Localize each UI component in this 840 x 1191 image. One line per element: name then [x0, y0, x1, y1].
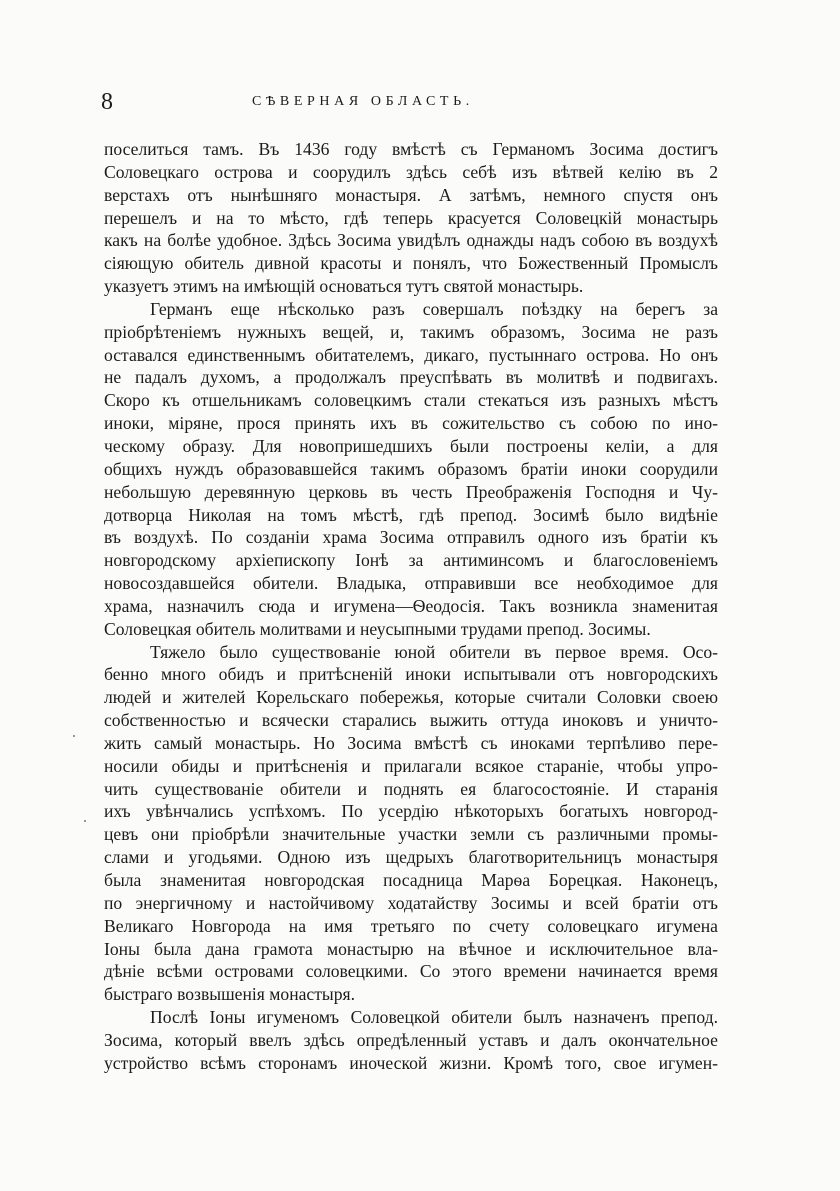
- text-line: пріобрѣтеніемъ нужныхъ вещей, и, такимъ образомъ, Зосима не разъ: [104, 321, 718, 342]
- text-line: жить самый монастырь. Но Зосима вмѣстѣ съ иноками терпѣливо пере-: [104, 732, 718, 753]
- text-line: оставался единственнымъ обитателемъ, дикаго, пустыннаго острова. Но онъ: [104, 344, 718, 365]
- text-line: иноки, міряне, прося принять ихъ въ сожительство съ собою по ино-: [104, 413, 718, 434]
- text-line: Соловецкаго острова и соорудилъ здѣсь себѣ изъ вѣтвей келію въ 2: [104, 161, 718, 182]
- text-line: верстахъ отъ нынѣшняго монастыря. А затѣмъ, немного спустя онъ: [104, 184, 718, 205]
- text-line: была знаменитая новгородская посадница Марѳа Борецкая. Наконецъ,: [104, 870, 718, 890]
- text-line: Соловецкая обитель молитвами и неусыпными трудами препод. Зосимы.: [104, 618, 651, 639]
- text-line: дотворца Николая на томъ мѣстѣ, гдѣ препод. Зосимѣ было видѣніе: [104, 504, 718, 525]
- text-line: носили обиды и притѣсненія и прилагали всякое стараніе, чтобы упро-: [104, 755, 718, 776]
- text-line: людей и жителей Корельскаго побережья, которые считали Соловки своею: [104, 687, 718, 708]
- text-line: храма, назначилъ сюда и игумена—Ѳеодосія. Такъ возникла знаменитая: [104, 595, 718, 616]
- text-line: собственностью и всячески старались выжить оттуда иноковъ и уничто-: [104, 710, 718, 731]
- text-line: указуетъ этимъ на имѣющій основаться тутъ святой монастырь.: [104, 276, 584, 297]
- text-line: по энергичному и настойчивому ходатайству Зосимы и всей братіи отъ: [104, 892, 718, 913]
- text-line: бенно много обидъ и притѣсненій иноки испытывали отъ новгородскихъ: [104, 664, 718, 685]
- text-line: чить существованіе обители и поднять ея благосостояніе. И старанія: [104, 778, 718, 799]
- text-line: быстраго возвышенія монастыря.: [104, 984, 356, 1005]
- text-line: небольшую деревянную церковь въ честь Преображенія Господня и Чу-: [104, 481, 718, 502]
- scan-speck: [84, 820, 86, 822]
- scan-speck: [73, 735, 75, 737]
- text-line: не падалъ духомъ, а продолжалъ преуспѣвать въ молитвѣ и подвигахъ.: [104, 367, 718, 388]
- body-text: [104, 138, 718, 1075]
- text-line: перешелъ и на то мѣсто, гдѣ теперь красуется Соловецкій монастырь: [104, 207, 718, 228]
- text-line: Великаго Новгорода на имя третьяго по счету соловецкаго игумена: [104, 915, 718, 936]
- text-line: Тяжело было существованіе юной обители въ первое время. Осо-: [150, 641, 718, 662]
- text-line: сіяющую обитель дивной красоты и понялъ, что Божественный Промыслъ: [104, 253, 718, 274]
- text-line: общихъ нуждъ образовавшейся такимъ образомъ братіи иноки соорудили: [104, 458, 718, 479]
- text-line: новосоздавшейся обители. Владыка, отправивши все необходимое для: [104, 573, 718, 594]
- text-line: слами и угодьями. Одною изъ щедрыхъ благотворительницъ монастыря: [104, 847, 718, 868]
- text-line: новгородскому архіепископу Іонѣ за антиминсомъ и благословеніемъ: [104, 550, 718, 571]
- text-line: устройство всѣмъ сторонамъ иноческой жизни. Кромѣ того, свое игумен-: [104, 1052, 718, 1073]
- text-line: Скоро къ отшельникамъ соловецкимъ стали стекаться изъ разныхъ мѣстъ: [104, 390, 718, 411]
- running-title: СѢВЕРНАЯ ОБЛАСТЬ.: [252, 94, 474, 109]
- text-line: Іоны была дана грамота монастырю на вѣчное и исключительное вла-: [104, 938, 718, 959]
- text-line: Послѣ Іоны игуменомъ Соловецкой обители былъ назначенъ препод.: [150, 1007, 718, 1028]
- text-line: ческому образу. Для новопришедшихъ были построены келіи, а для: [104, 435, 718, 456]
- text-line: какъ на болѣе удобное. Здѣсь Зосима увидѣлъ однажды надъ собою въ воздухѣ: [104, 230, 718, 251]
- text-line: Зосима, который ввелъ здѣсь опредѣленный уставъ и далъ окончательное: [104, 1029, 718, 1050]
- page-number: 8: [101, 89, 113, 115]
- text-line: цевъ они пріобрѣли значительные участки земли съ различными промы-: [104, 824, 718, 845]
- text-line: въ воздухѣ. По созданіи храма Зосима отправилъ одного изъ братіи къ: [104, 527, 718, 548]
- text-line: дѣніе всѣми островами соловецкими. Со этого времени начинается время: [104, 961, 718, 982]
- text-line: Германъ еще нѣсколько разъ совершалъ поѣздку на берегъ за: [150, 298, 718, 319]
- text-line: поселиться тамъ. Въ 1436 году вмѣстѣ съ Германомъ Зосима достигъ: [104, 139, 718, 159]
- text-line: ихъ увѣнчались успѣхомъ. По усердію нѣкоторыхъ богатыхъ новгород-: [104, 801, 718, 822]
